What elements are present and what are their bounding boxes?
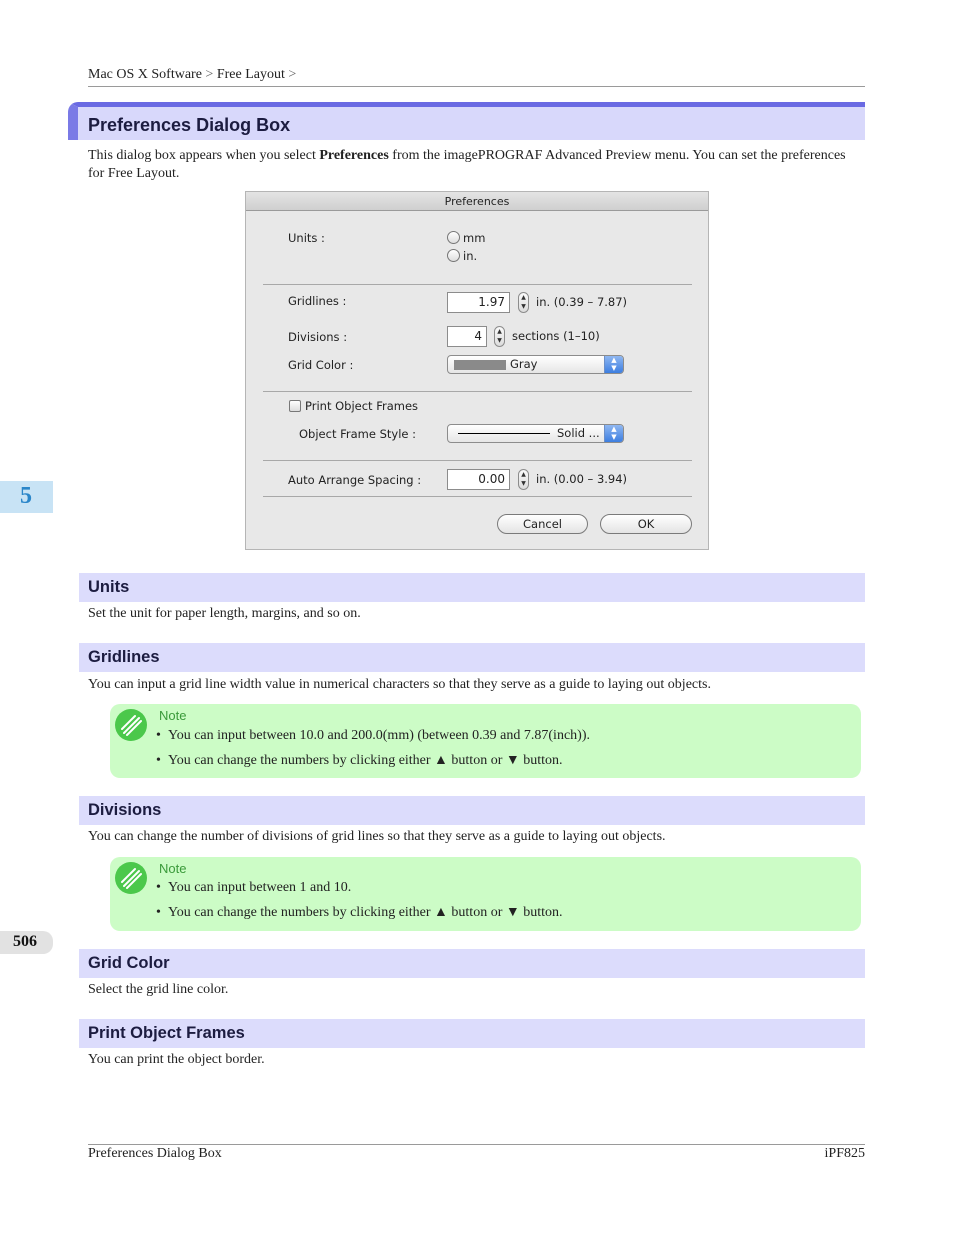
section-title: Grid Color (88, 954, 170, 972)
grid-color-description: Select the grid line color. (88, 982, 229, 997)
gridlines-description: You can input a grid line width value in numerical characters so that they serve as a guide to laying out objects. (88, 677, 711, 692)
frame-style-popup[interactable] (447, 424, 624, 443)
intro-text-bold: Preferences (319, 148, 389, 163)
section-title: Gridlines (88, 648, 160, 666)
solid-line-icon (458, 433, 550, 434)
stepper-down-icon[interactable]: ▼ (521, 303, 526, 310)
note-item: • You can input between 10.0 and 200.0(mm) (between 0.39 and 7.87(inch)). (156, 728, 590, 743)
divisions-label: Divisions : (288, 330, 348, 344)
section-title: Print Object Frames (88, 1024, 245, 1042)
section-heading-grid-color (79, 949, 865, 978)
pencil-note-icon (115, 862, 147, 894)
intro-text-after: from the imagePROGRAF Advanced Preview menu. You can set the preferences for Free Layout. (88, 148, 846, 181)
page-title: Preferences Dialog Box (88, 115, 291, 135)
section-heading-units (79, 573, 865, 602)
footer-model: iPF825 (824, 1146, 865, 1161)
unit-in-radio[interactable] (447, 249, 460, 262)
stepper-up-icon[interactable]: ▲ (497, 328, 502, 335)
gridlines-label: Gridlines : (288, 294, 347, 308)
note-box (110, 857, 861, 931)
note-item-text: You can input between 1 and 10. (168, 880, 352, 895)
grid-color-label: Grid Color : (288, 358, 354, 372)
breadcrumb-part1[interactable]: Mac OS X Software (88, 67, 202, 82)
unit-mm-radio[interactable] (447, 231, 460, 244)
divisions-input[interactable]: 4 (447, 326, 487, 347)
print-frames-description: You can print the object border. (88, 1052, 265, 1067)
gray-swatch (454, 360, 506, 370)
note-item-text: You can change the numbers by clicking either ▲ button or ▼ button. (168, 753, 563, 768)
chapter-tab[interactable] (0, 481, 53, 513)
stepper-up-icon[interactable]: ▲ (521, 471, 526, 478)
gridlines-range: in. (0.39 – 7.87) (536, 295, 628, 309)
frame-style-label: Object Frame Style : (299, 427, 417, 441)
note-item: • You can change the numbers by clicking either ▲ button or ▼ button. (156, 753, 563, 768)
units-description: Set the unit for paper length, margins, and so on. (88, 606, 361, 621)
auto-arrange-range: in. (0.00 – 3.94) (536, 472, 628, 486)
note-item-text: You can change the numbers by clicking either ▲ button or ▼ button. (168, 905, 563, 920)
note-title: Note (159, 708, 187, 723)
section-heading-print-frames (79, 1019, 865, 1048)
section-heading-divisions (79, 796, 865, 825)
unit-in-label[interactable]: in. (463, 249, 478, 263)
dialog-divider (263, 496, 692, 497)
breadcrumb (88, 67, 865, 87)
chapter-number: 5 (20, 483, 32, 509)
stepper-down-icon[interactable]: ▼ (497, 337, 502, 344)
auto-arrange-label: Auto Arrange Spacing : (288, 473, 422, 487)
print-frames-checkbox[interactable] (289, 400, 301, 412)
cancel-button[interactable]: Cancel (497, 514, 588, 534)
breadcrumb-separator: > (288, 67, 297, 82)
note-item-text: You can input between 10.0 and 200.0(mm) (between 0.39 and 7.87(inch)). (168, 728, 590, 743)
section-title: Units (88, 578, 130, 596)
dialog-title: Preferences (246, 192, 708, 211)
auto-arrange-input[interactable]: 0.00 (447, 469, 510, 490)
footer-section-title: Preferences Dialog Box (88, 1146, 222, 1161)
page-number: 506 (13, 933, 37, 950)
divisions-stepper[interactable] (494, 326, 505, 347)
dialog-divider (263, 284, 692, 285)
section-title: Divisions (88, 801, 162, 819)
grid-color-popup[interactable] (447, 355, 624, 374)
frame-style-value: Solid ... (557, 426, 600, 440)
unit-mm-label[interactable]: mm (463, 231, 486, 245)
footer-divider (88, 1144, 865, 1145)
dialog-divider (263, 391, 692, 392)
note-item: • You can change the numbers by clicking either ▲ button or ▼ button. (156, 905, 563, 920)
popup-arrows-icon[interactable]: ▲ ▼ (604, 356, 623, 373)
dialog-divider (263, 460, 692, 461)
pencil-note-icon (115, 709, 147, 741)
intro-paragraph (88, 147, 865, 183)
breadcrumb-separator: > (205, 67, 214, 82)
note-item: • You can input between 1 and 10. (156, 880, 352, 895)
section-heading-gridlines (79, 643, 865, 672)
stepper-up-icon[interactable]: ▲ (521, 294, 526, 301)
ok-button[interactable]: OK (600, 514, 692, 534)
preferences-dialog (245, 191, 709, 550)
divisions-description: You can change the number of divisions of grid lines so that they serve as a guide to laying out objects. (88, 829, 666, 844)
grid-color-value: Gray (510, 357, 538, 371)
note-title: Note (159, 861, 187, 876)
breadcrumb-part2[interactable]: Free Layout (216, 67, 285, 82)
page-number-tab (0, 931, 53, 954)
gridlines-stepper[interactable] (518, 292, 529, 313)
stepper-down-icon[interactable]: ▼ (521, 480, 526, 487)
units-label: Units : (288, 231, 325, 245)
print-frames-label[interactable]: Print Object Frames (305, 399, 419, 413)
intro-text-before: This dialog box appears when you select (88, 148, 320, 163)
gridlines-input[interactable]: 1.97 (447, 292, 510, 313)
popup-arrows-icon[interactable]: ▲ ▼ (604, 425, 623, 442)
page-title-bar (68, 102, 865, 140)
auto-arrange-stepper[interactable] (518, 469, 529, 490)
divisions-range: sections (1–10) (512, 329, 600, 343)
note-box (110, 704, 861, 778)
